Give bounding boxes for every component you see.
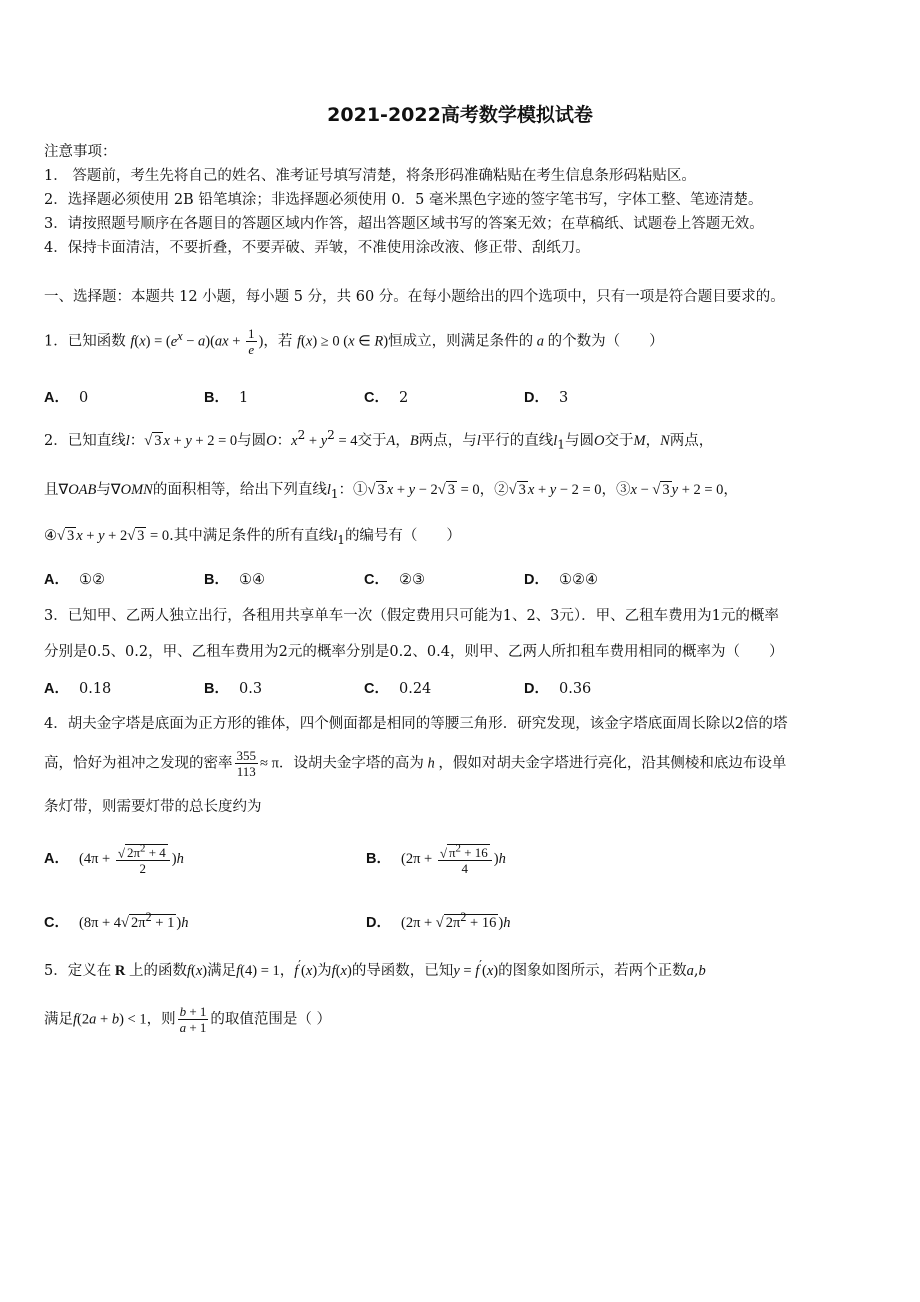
question-3-line-2: 分别是0.5、0.2，甲、乙租车费用为2元的概率分别是0.2、0.4，则甲、乙两人所扣租车费用相同的概率为（ ） (44, 644, 784, 660)
notice-item-2: 2．选择题必须使用 2B 铅笔填涂；非选择题必须使用 0．5 毫米黑色字迹的签字笔书写，字体工整、笔迹清楚。 (44, 192, 763, 208)
question-4-line-3: 条灯带，则需要灯带的总长度约为 (44, 799, 262, 815)
q3-option-c: C． 0.24 (364, 681, 432, 697)
q3-option-b: B． 0.3 (204, 681, 263, 697)
question-4-line-2: 高，恰好为祖冲之发现的密率 $\frac{355}{113}$ ≈ π．设胡夫金字塔的高为 h ，假如对胡夫金字塔进行亮化，沿其侧棱和底边布设单 (44, 748, 787, 779)
page-title: 2021-2022高考数学模拟试卷 (327, 104, 593, 126)
q3-option-d: D． 0.36 (524, 681, 592, 697)
notice-item-1: 1． 答题前，考生先将自己的姓名、准考证号填写清楚，将条形码准确粘贴在考生信息条形码粘贴区。 (44, 168, 696, 184)
q1-option-c: C． 2 (364, 390, 409, 406)
q4-option-d: D． (2π + √ $2\pi^2 + 16$ )h (366, 910, 511, 931)
question-5-line-2: 满足f(2a + b) < 1，则 $\frac{b + 1}{a + 1}$ 的取值范围是（ ） (44, 1004, 332, 1035)
q4-option-b: B． (2π + $\frac{√ \pi^2 + 16}{4}$ )h (366, 843, 506, 877)
question-3-line-1: 3．已知甲、乙两人独立出行，各租用共享单车一次（假定费用只可能为1、2、3元）．甲、乙租车费用为1元的概率 (44, 608, 779, 624)
notice-heading: 注意事项： (44, 144, 117, 160)
q1-option-b: B． 1 (204, 390, 249, 406)
q4-option-c: C． (8π + 4√ $2\pi^2 + 1$ )h (44, 910, 189, 931)
q2-option-c: C． ②③ (364, 572, 425, 588)
q1-option-d: D． 3 (524, 390, 569, 406)
q1-option-a: A． 0 (44, 390, 89, 406)
q2-option-d: D． ①②④ (524, 572, 598, 588)
notice-item-4: 4．保持卡面清洁，不要折叠，不要弄破、弄皱，不准使用涂改液、修正带、刮纸刀。 (44, 240, 590, 256)
question-2-line-2: 且∇OAB与∇OMN的面积相等，给出下列直线$l_1$：①√ 3 x + y − 2√ 3 = 0，②√ 3 x + y − 2 = 0，③x − √ 3 y + 2 = 0， (44, 482, 738, 501)
question-5-line-1: 5．定义在 R 上的函数f(x)满足f(4) = 1，f′(x)为f(x)的导函数，已知y = f′(x)的图象如图所示，若两个正数a,b (44, 958, 706, 979)
question-2-line-1: 2．已知直线l：√ 3 x + y + 2 = 0与圆O：$x^2 + y^2 = 4$交于A，B两点，与l平行的直线$l_1$与圆O交于M，N两点， (44, 428, 714, 452)
question-4-line-1: 4．胡夫金字塔是底面为正方形的锥体，四个侧面都是相同的等腰三角形．研究发现，该金字塔底面周长除以2倍的塔 (44, 716, 788, 732)
q3-option-a: A． 0.18 (44, 681, 112, 697)
question-1: 1．已知函数 $f(x) = (e^x - a)(ax$ + $\frac{1}{e}$ )，若 f(x) ≥ 0 (x ∈ R)恒成立，则满足条件的 a 的个数为（ ） (44, 326, 664, 357)
q2-option-b: B． ①④ (204, 572, 265, 588)
notice-item-3: 3．请按照题号顺序在各题目的答题区域内作答，超出答题区域书写的答案无效；在草稿纸、试题卷上答题无效。 (44, 216, 764, 232)
question-2-line-3: ④√ 3 x + y + 2√ 3 = 0.其中满足条件的所有直线$l_1$的编号有（ ） (44, 528, 461, 547)
q2-option-a: A． ①② (44, 572, 105, 588)
section-heading: 一、选择题：本题共 12 小题，每小题 5 分，共 60 分。在每小题给出的四个选项中，只有一项是符合题目要求的。 (44, 289, 785, 305)
q4-option-a: A． (4π + $\frac{√ 2\pi^2 + 4}{2}$ )h (44, 843, 184, 877)
